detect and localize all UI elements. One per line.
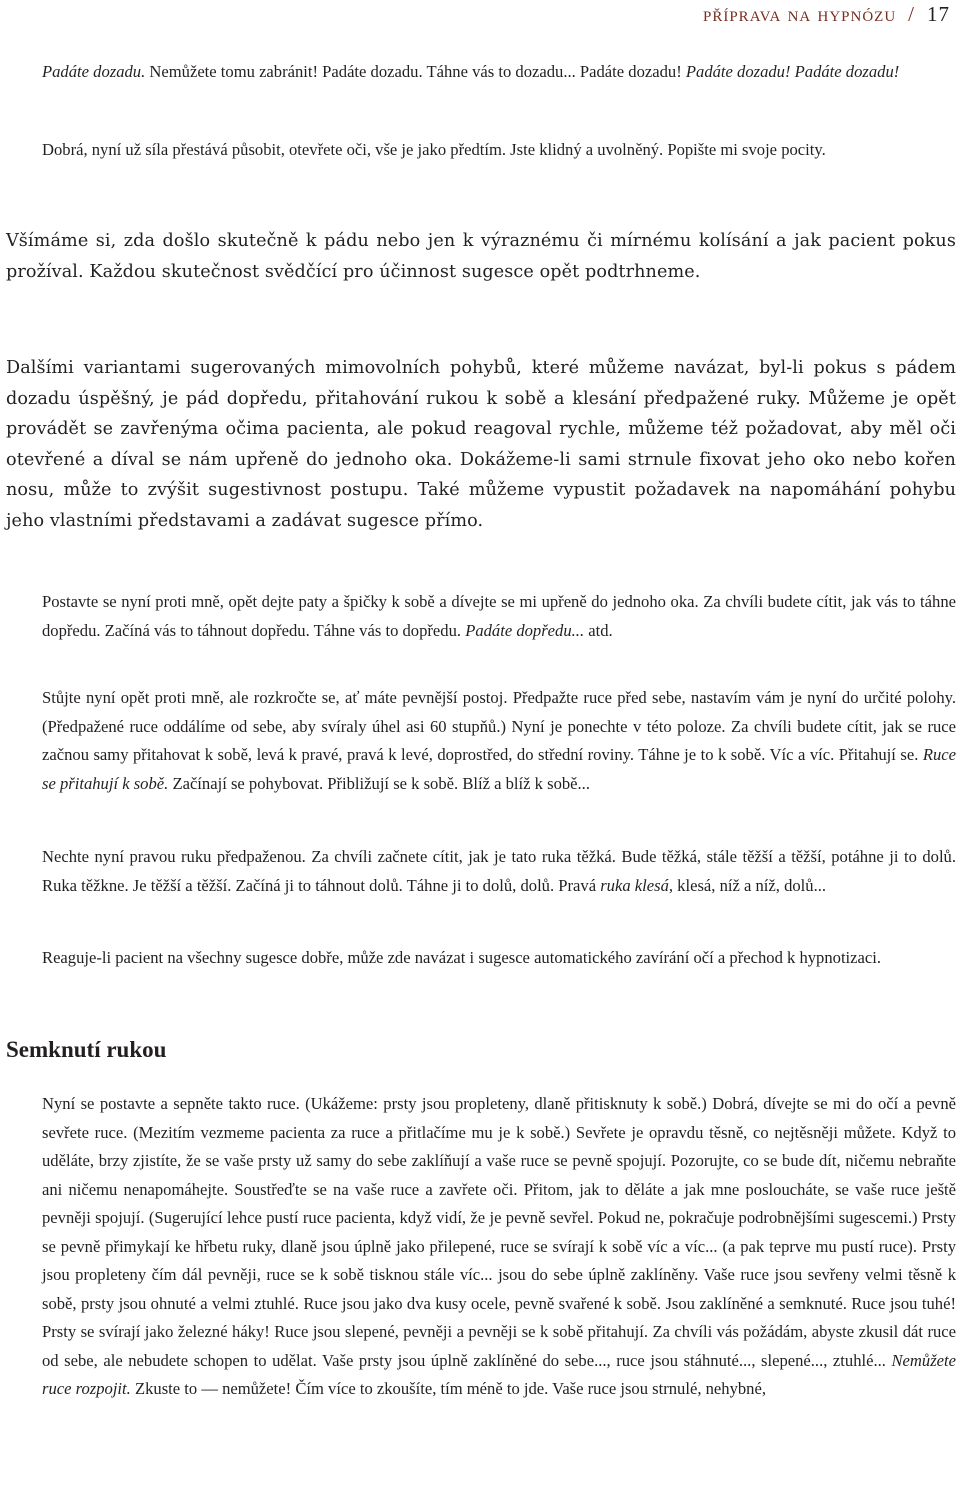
- text: Nyní se postavte a sepněte takto ruce. (Ukážeme: prsty jsou propleteny, dlaně přitisknuty k sobě.) Dobrá, dívejte se mi do očí a pevně sevřete ruce. (Mezitím vezmeme pacienta za ruce a přitlačíme mu je k sobě.) Sevřete je opravdu těsně, co nejtěsněji můžete. Když to uděláte, brzy zjistíte, že se vaše prsty už samy do sebe zaklíňují a vaše ruce se pevně spojují. Pozorujte, co se bude dít, ničemu nebraňte ani ničemu nenapomáhejte. Soustřeďte se na vaše ruce a zavřete oči. Přitom, jak to děláte a jak mne posloucháte, se vaše ruce ještě pevněji spojují. (Sugerující lehce pustí ruce pacienta, když vidí, že je pevně sevřel. Pokud ne, pokračuje podrobnějšími sugescemi.) Prsty se pevně přimykají ke hřbetu ruky, dlaně jsou úplně jako přilepené, ruce se svírají k sobě víc a víc... (a pak teprve mu pustí ruce). Prsty jsou propleteny čím dál pevněji, ruce se k sobě tisknou stále víc... jsou do sebe úplně zaklíněny. Vaše ruce jsou sevřeny velmi těsně k sobě, prsty jsou ohnuté a velmi ztuhlé. Ruce jsou jako dva kusy ocele, pevně svařené k sobě. Jsou zaklíněné a semknuté. Ruce jsou tuhé! Prsty se svírají jako železné háky! Ruce jsou slepené, pevněji a pevněji se k sobě přitahují. Za chvíli vás požádám, abyste zkusil dát ruce od sebe, ale nebudete schopen to udělat. Vaše prsty jsou úplně zaklíněné do sebe..., ruce jsou stáhnuté..., slepené..., ztuhlé...: [42, 1094, 956, 1370]
- paragraph-8: Reaguje-li pacient na všechny sugesce dobře, může zde navázat i sugesce automatického zavírání očí a přechod k hypnotizaci.: [42, 948, 882, 967]
- italic-text: Padáte dozadu! Padáte dozadu!: [685, 62, 900, 81]
- italic-text: Nemůžete ruce rozpojit.: [42, 1350, 956, 1398]
- section-heading: Semknutí rukou: [6, 1037, 167, 1062]
- paragraph-9: [42, 1090, 956, 1404]
- paragraph-6: [42, 684, 956, 798]
- text: klesá, níž a níž, dolů...: [673, 875, 827, 895]
- paragraph-7: [42, 843, 956, 900]
- paragraph-1: [42, 58, 956, 87]
- page-number: 17: [927, 2, 950, 26]
- text: atd.: [584, 620, 613, 640]
- text: Začínají se pohybovat. Přibližují se k sobě. Blíž a blíž k sobě...: [168, 773, 590, 793]
- header-separator: /: [908, 2, 915, 26]
- text: Nechte nyní pravou ruku předpaženou. Za chvíli začnete cítit, jak je tato ruka těžká. Bude těžká, stále těžší a těžší, potáhne ji to dolů. Ruka těžkne. Je těžší a těžší. Začíná ji to táhnout dolů. Táhne ji to dolů, dolů. Pravá: [42, 847, 956, 895]
- text: Postavte se nyní proti mně, opět dejte paty a špičky k sobě a dívejte se mi upřeně do jednoho oka. Za chvíli budete cítit, jak vás to táhne dopředu. Začíná vás to táhnout dopředu. Táhne vás to dopředu.: [42, 592, 956, 640]
- italic-text: Padáte dozadu.: [42, 62, 146, 81]
- italic-text: ruka klesá,: [600, 875, 674, 895]
- text: Stůjte nyní opět proti mně, ale rozkročte se, ať máte pevnější postoj. Předpažte ruce před sebe, nastavím vám je nyní do určité polohy. (Předpažené ruce oddálíme od sebe, aby svíraly úhel asi 60 stupňů.) Nyní je ponechte v této poloze. Za chvíli budete cítit, jak se ruce začnou samy přitahovat k sobě, levá k pravé, pravá k levé, doprostřed, do střední roviny. Táhne je to k sobě. Víc a víc. Přitahují se.: [42, 688, 956, 764]
- text: Nemůžete tomu zabránit! Padáte dozadu. Táhne vás to dozadu... Padáte dozadu!: [145, 62, 686, 81]
- paragraph-4: Dalšími variantami sugerovaných mimovolních pohybů, které můžeme navázat, byl-li pokus s pádem dozadu úspěšný, je pád dopředu, přitahování rukou k sobě a klesání předpažené ruky. Můžeme je opět provádět se zavřenýma očima pacienta, ale pokud reagoval rychle, můžeme též požadovat, aby měl oči otevřené a díval se nám upřeně do jednoho oka. Dokážeme-li sami strnule fixovat jeho oko nebo kořen nosu, může to zvýšit sugestivnost postupu. Také můžeme vypustit požadavek na napomáhání pohybu jeho vlastními představami a zadávat sugesce přímo.: [6, 358, 956, 531]
- paragraph-2: Dobrá, nyní už síla přestává působit, otevřete oči, vše je jako předtím. Jste klidný a uvolněný. Popište mi svoje pocity.: [42, 140, 826, 159]
- text: Zkuste to — nemůžete! Čím více to zkoušíte, tím méně to jde. Vaše ruce jsou strnulé, nehybné,: [130, 1379, 766, 1398]
- section-title: příprava na hypnózu: [703, 2, 897, 26]
- italic-text: Padáte dopředu...: [465, 620, 585, 640]
- paragraph-5: [42, 588, 956, 645]
- italic-text: Ruce se přitahují k sobě.: [42, 745, 956, 793]
- paragraph-3: Všímáme si, zda došlo skutečně k pádu nebo jen k výraznému či mírnému kolísání a jak pacient pokus prožíval. Každou skutečnost svědčící pro účinnost sugesce opět podtrhneme.: [6, 231, 956, 282]
- running-header: [703, 2, 950, 27]
